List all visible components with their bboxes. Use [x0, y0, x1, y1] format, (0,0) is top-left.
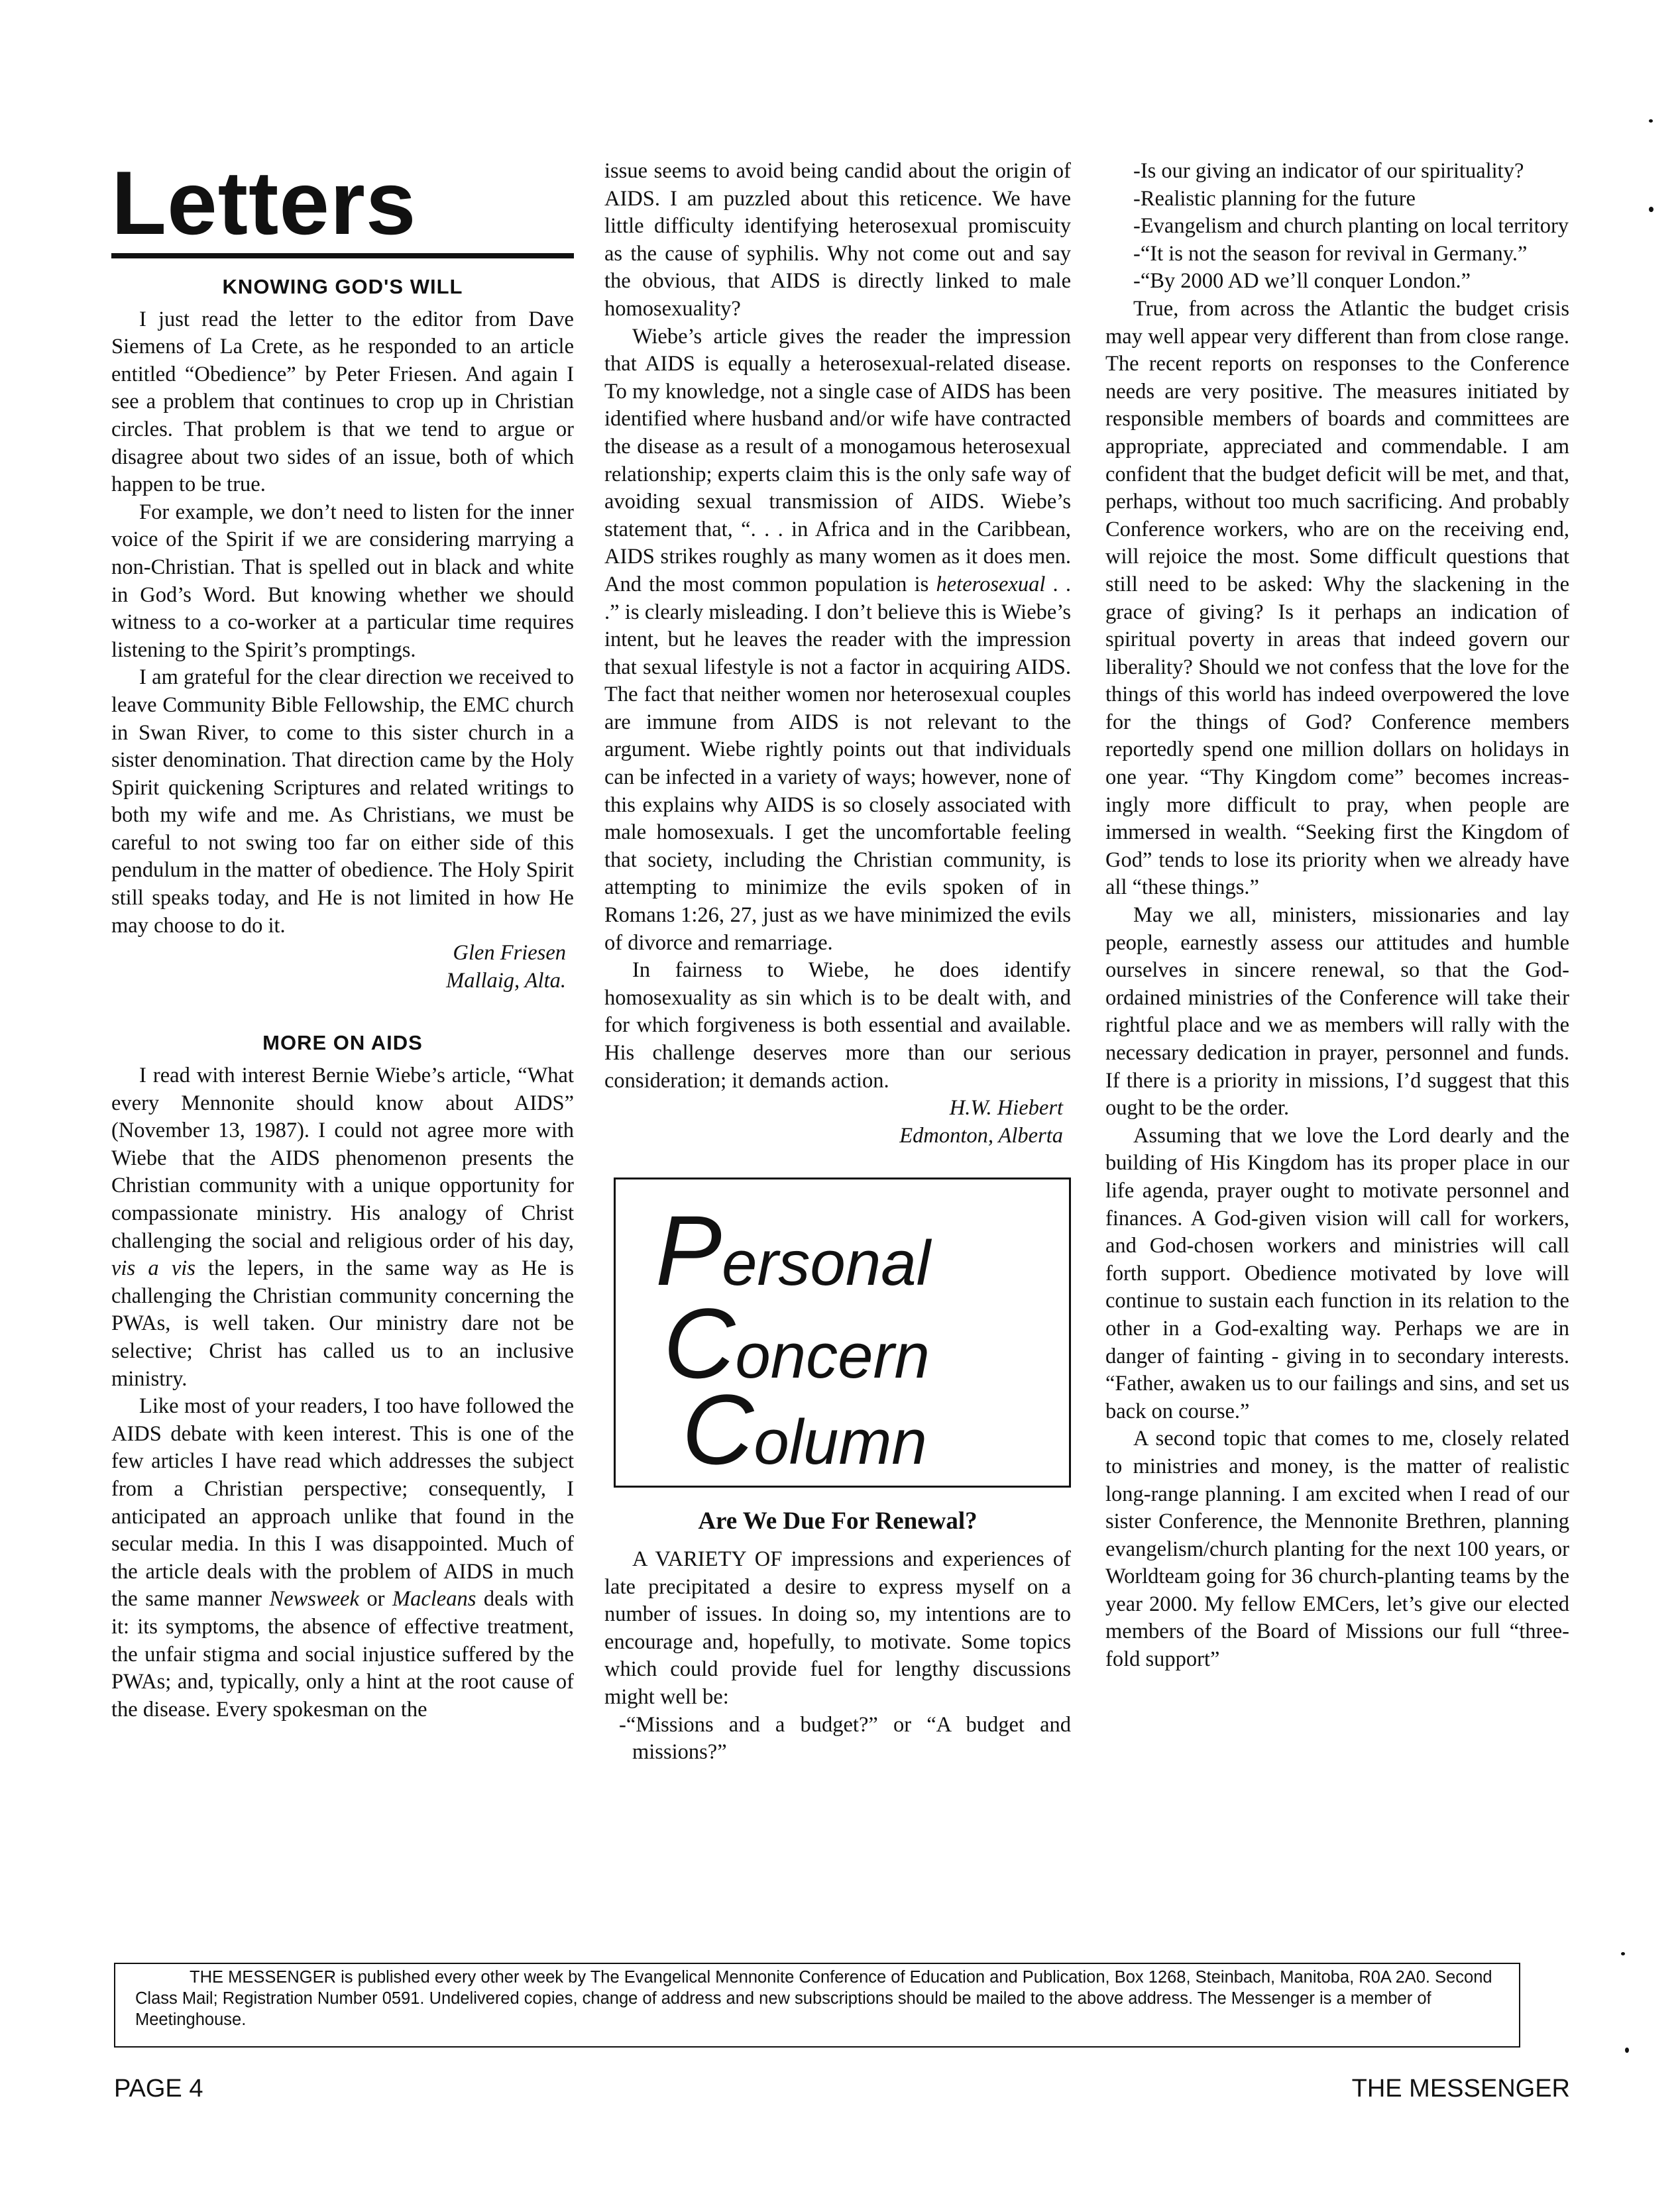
column-1: [111, 152, 574, 1724]
article-list-item: -“Missions and a budget?” or “A budget and missions?”: [619, 1712, 1071, 1765]
article-list-item: -Realistic planning for the future: [1133, 186, 1416, 211]
section-title: Letters: [111, 152, 417, 253]
letter2-paragraph: In fairness to Wiebe, he does identify homosexuality as sin which is to be dealt with, and for which forgiveness is both essential and available. His challenge deserves more than our serious consideration; it demands action.: [604, 958, 1071, 1093]
letter1-signature-name: Glen Friesen: [453, 941, 566, 965]
scan-speck: [1621, 1952, 1625, 1955]
letter2-paragraph: Like most of your readers, I too have followed the AIDS debate with keen interest. This is one of the few articles I have read which addresses the subject from a Christian perspective; consequently, I anticipated an approach unlike that found in the secular media. In this I was disappointed. Much of the article deals with the problem of AIDS in much the same manner Newsweek or Macleans deals with it: its symptoms, the absence of effective treatment, the unfair stigma and social injustice suffered by the PWAs; and, typically, only a hint at the root cause of the disease. Every spokesman on the: [111, 1394, 574, 1722]
page-number: PAGE 4: [114, 2075, 203, 2103]
logo-line-column: Column: [682, 1374, 927, 1486]
logo-line-personal: Personal: [655, 1195, 930, 1307]
scan-speck: [1625, 2048, 1629, 2053]
publication-name: THE MESSENGER: [1351, 2075, 1570, 2103]
letter2-paragraph: I read with interest Bernie Wiebe’s article, “What every Mennonite should know about AIDS” (November 13, 1987). I could not agree more with Wiebe that the AIDS phenomenon presents the Christian community with a unique opportunity for compassionate ministry. His analogy of Christ challenging the social and religious order of his day, vis a vis the lepers, in the same way as He is challenging the Christian community concerning the PWAs, is well taken. Our ministry dare not be selective; Christ has called us to an inclusive ministry.: [111, 1064, 574, 1391]
article-paragraph: May we all, ministers, missionaries and lay people, earnestly assess our attitudes and humble ourselves in sincere renewal, so that the God-ordained ministries of the Conference will take their rightful place and we as members will rally with the necessary dedication in prayer, personnel and funds. If there is a priority in missions, I’d suggest that this ought to be the order.: [1105, 903, 1569, 1121]
masthead-notice-box: [114, 1963, 1520, 2048]
letter2-signature-name: H.W. Hiebert: [949, 1096, 1063, 1121]
article-paragraph: True, from across the Atlantic the budget crisis may well appear very different than from close range. The recent reports on responses to the Conference needs are very positive. The measures initiated by responsible members of boards and committees are appropriate, appreciated and commendable. I am confident that the budget deficit will be met, and that, perhaps, without too much sacrificing. And probably Conference workers, who are on the receiving end, will rejoice the most. Some difficult questions that still need to be asked: Why the slackening in the grace of giving? Is it perhaps an indication of spiritual poverty in areas that indeed govern our liberality? Should we not confess that the love for the things of this world has indeed overpowered the love for the things of God? Conference members reportedly spend one million dollars on holidays in one year. “Thy Kingdom come” becomes increasingly more difficult to pray, when people are immersed in wealth. “Seeking first the Kingdom of God” tends to lose its priority when we already have all “these things.”: [1105, 296, 1569, 900]
column-3: [1105, 158, 1569, 1674]
personal-concern-column-logo: [614, 1177, 1071, 1488]
scan-speck: [1649, 207, 1653, 212]
masthead-notice: THE MESSENGER is published every other week by The Evangelical Mennonite Conference of Education and Publication, Box 1268, Steinbach, Manitoba, R0A 2A0. Second Class Mail; Registration Number 0591. Undelivered copies, change of address and new subscriptions should be mailed to the above address. The Messenger is a member of Meetinghouse.: [135, 1968, 1492, 2029]
article-list-item: -Evangelism and church planting on local territory: [1133, 214, 1569, 239]
letter1-paragraph: For example, we don’t need to listen for the inner voice of the Spirit if we are considering marrying a non-Christian. That is spelled out in black and white in God’s Word. But knowing whether we should witness to a co-worker at a particular time requires listening to the Spirit’s promptings.: [111, 500, 574, 662]
article-paragraph: A VARIETY OF impressions and experiences of late precipitated a desire to express myself on a number of issues. In doing so, my intentions are to encourage and, hopefully, to motivate. Some topics which could provide fuel for lengthy discussions might well be:: [604, 1547, 1071, 1709]
letter-heading-more-on-aids: MORE ON AIDS: [262, 1031, 423, 1055]
logo-line-concern: Concern: [663, 1287, 930, 1399]
article-list-item: -“By 2000 AD we’ll conquer London.”: [1133, 269, 1471, 294]
letter2-paragraph: Wiebe’s article gives the reader the impression that AIDS is equally a heterosexual-related disease. To my knowledge, not a single case of AIDS has been identified where husband and/or wife have contracted the disease as a result of a monogamous heterosexual relationship; experts claim this is the only safe way of avoiding sexual transmission of AIDS. Wiebe’s statement that, “. . . in Africa and in the Caribbean, AIDS strikes roughly as many women as it does men. And the most common population is heterosexual . . .” is clearly misleading. I don’t believe this is Wiebe’s intent, but he leaves the reader with the impression that sexual lifestyle is not a factor in acquiring AIDS. The fact that neither women nor heterosexual couples are immune from AIDS is not relevant to the argument. Wiebe rightly points out that individuals can be infected in a variety of ways; however, none of this explains why AIDS is so closely associated with male homosexuals. I get the uncomfortable feeling that society, including the Christian community, is attempting to minimize the evils spoken of in Romans 1:26, 27, just as we have minimized the evils of divorce and remarriage.: [604, 324, 1072, 955]
article-heading: Are We Due For Renewal?: [698, 1507, 978, 1535]
letter2-continued-paragraph: issue seems to avoid being candid about the origin of AIDS. I am puzzled about this reticence. We have little difficulty identifying heterosexual promiscuity as the cause of syphilis. Why not come out and say the obvious, that AIDS is directly linked to male homosexuality?: [604, 159, 1071, 321]
letter1-paragraph: I just read the letter to the editor from Dave Siemens of La Crete, as he responded to an article entitled “Obedience” by Peter Friesen. And again I see a problem that continues to crop up in Christian circles. That problem is that we tend to argue or disagree about two sides of an issue, both of which happen to be true.: [111, 307, 574, 497]
scan-speck: [1649, 119, 1653, 123]
article-list-item: -Is our giving an indicator of our spirituality?: [1133, 159, 1524, 183]
article-paragraph: A second topic that comes to me, closely related to ministries and money, is the matter of realistic long-range planning. I am excited when I read of our sister Conference, the Mennonite Brethren, planning evangelism/church planting for the next 100 years, or Worldteam going for 36 church-planting teams by the year 2000. My fellow EMCers, let’s give our elected members of the Board of Missions our full “three-fold support”: [1105, 1427, 1569, 1672]
letter2-signature-place: Edmonton, Alberta: [899, 1123, 1063, 1148]
article-paragraph: Assuming that we love the Lord dearly and the building of His Kingdom has its proper place in our life agenda, prayer ought to motivate personnel and finances. A God-given vision will call for workers, and God-chosen workers and ministries will call forth support. Obedience motivated by love will continue to sustain each function in its relation to the other in a God-exalting way. Perhaps we are in danger of fainting - giving in to secondary interests. “Father, awaken us to our failings and sins, and set us back on course.”: [1105, 1123, 1569, 1423]
title-rule: [111, 253, 574, 258]
column-2: [604, 158, 1071, 1767]
article-list-item: -“It is not the season for revival in Germany.”: [1133, 241, 1528, 266]
letter1-signature-place: Mallaig, Alta.: [446, 968, 566, 993]
letter1-paragraph: I am grateful for the clear direction we received to leave Community Bible Fellowship, the EMC church in Swan River, to come to this sister church in a sister denomination. That direction came by the Holy Spirit quickening Scriptures and related writings to both my wife and me. As Christians, we must be careful to not swing too far on either side of this pendulum in the matter of obedience. The Holy Spirit still speaks today, and He is not limited in how He may choose to do it.: [111, 665, 574, 938]
letter-heading-knowing-gods-will: KNOWING GOD'S WILL: [222, 275, 463, 298]
